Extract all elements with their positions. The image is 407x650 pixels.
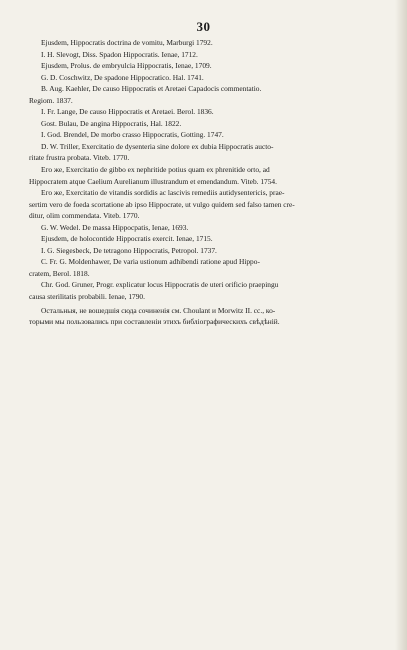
text-line: Regiom. 1837. — [29, 95, 73, 105]
text-line: Остальныя, не вошедшія сюда сочиненія см. Choulant и Morwitz II. cc., ко- — [41, 305, 276, 315]
text-line: Hippocratem atque Caelium Aurelianum illustrandum et emendandum. Viteb. 1754. — [29, 176, 277, 186]
text-line: I. Fr. Lange, De causo Hippocratis et Aretaei. Berol. 1836. — [41, 107, 214, 117]
text-line: ritate frustra probata. Viteb. 1770. — [29, 153, 130, 163]
text-line: Ejusdem, de holocontide Hippocratis exercit. Ienae, 1715. — [41, 234, 213, 244]
text-line: I. H. Slevogt, Diss. Spadon Hippocratis. Ienae, 1712. — [41, 49, 198, 59]
text-line: causa sterilitatis probabili. Ienae, 1790. — [29, 292, 145, 302]
text-line: Ejusdem, Hippocratis doctrina de vomitu, Marburgi 1792. — [41, 38, 213, 47]
text-line: D. W. Triller, Exercitatio de dysenteria sine dolore ex dubia Hippocratis aucto- — [41, 141, 274, 151]
text-line: B. Aug. Kaehler, De causo Hippocratis et Aretaei Capadocis commentatio. — [41, 84, 262, 94]
text-line: Ejusdem, Prolus. de embryulcia Hippocratis, Ienae, 1709. — [41, 61, 212, 71]
text-line: Gost. Bulau, De angina Hippocratis, Hal. 1822. — [41, 118, 182, 128]
page-edge-shadow — [395, 0, 407, 650]
text-line: cratem, Berol. 1818. — [29, 268, 90, 278]
text-line: I. God. Brendel, De morbo crasso Hippocratis, Gotting. 1747. — [41, 130, 224, 140]
bibliography-text — [29, 37, 385, 328]
page-number: 30 — [196, 19, 211, 34]
text-line: торыми мы пользовались при составленіи этихъ библіографическихъ свѣдѣній. — [29, 317, 280, 327]
text-line: sertim vero de foeda scortatione ab ipso Hippocrate, ut vulgo quidem sed falso tamen cre- — [29, 199, 295, 209]
text-line: G. D. Coschwitz, De spadone Hippocratico. Hal. 1741. — [41, 72, 204, 82]
text-line: G. W. Wedel. De massa Hippocpatis, Ienae, 1693. — [41, 222, 189, 232]
text-line: I. G. Siegesbeck, De tetragono Hippocratis, Petropol. 1737. — [41, 245, 217, 255]
text-line: C. Fr. G. Moldenhawer, De varia ustionum adhibendi ratione apud Hippo- — [41, 257, 260, 267]
text-line: Его же, Exercitatio de gibbo ex nephritide potius quam ex phrenitide orto, ad — [41, 165, 270, 175]
text-line: Chr. God. Gruner, Progr. explicatur locus Hippocratis de uteri orificio praepingu — [41, 280, 279, 290]
text-line: ditur, olim commendata. Viteb. 1770. — [29, 211, 140, 221]
text-line: Его же, Exercitatio de vitandis sordidis ac lascivis remediis autidysentericis, prae- — [41, 188, 285, 198]
